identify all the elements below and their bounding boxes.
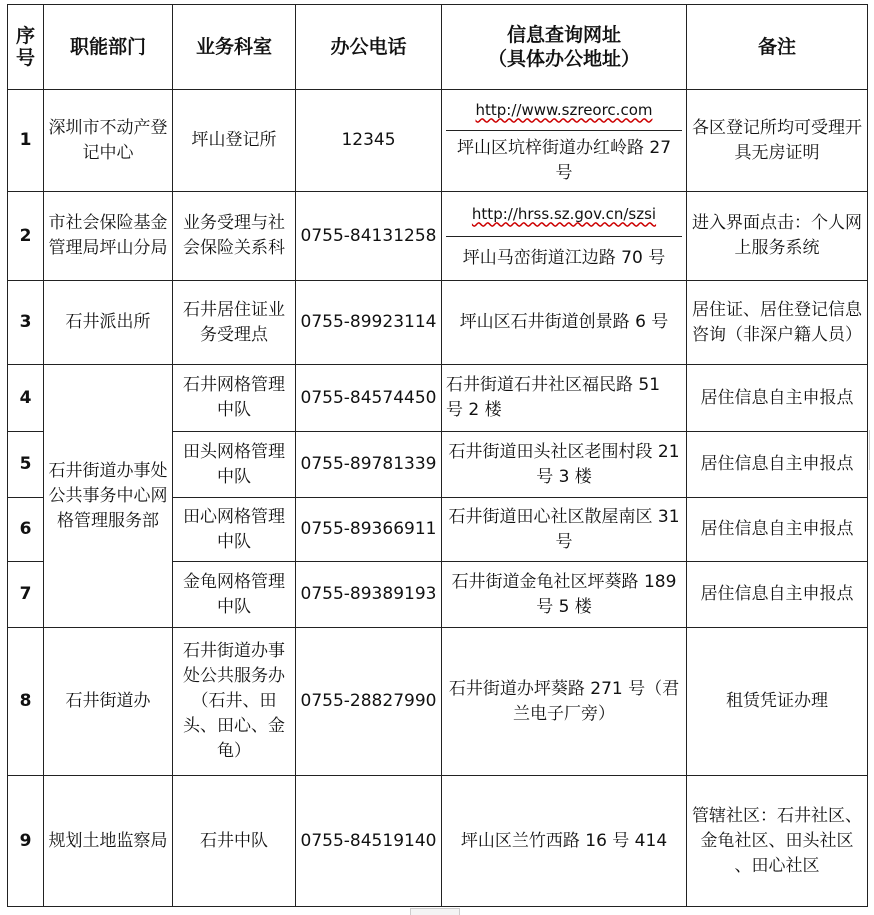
row-phone: 0755-89366911	[296, 498, 442, 562]
row-seq: 6	[8, 498, 44, 562]
row-remark: 居住信息自主申报点	[687, 562, 868, 628]
row-office: 金龟网格管理中队	[173, 562, 296, 628]
row-seq: 7	[8, 562, 44, 628]
table-row	[8, 281, 868, 365]
row-office: 石井街道办事处公共服务办（石井、田头、田心、金龟）	[173, 628, 296, 776]
table-row	[8, 365, 868, 432]
row-address: 坪山区石井街道创景路 6 号	[442, 281, 687, 365]
row-seq: 9	[8, 776, 44, 907]
row-office: 坪山登记所	[173, 90, 296, 192]
table-row	[8, 776, 868, 907]
header-row	[8, 5, 868, 90]
row-address: 石井街道办坪葵路 271 号（君兰电子厂旁）	[442, 628, 687, 776]
row-phone: 0755-84574450	[296, 365, 442, 432]
row-dept-merged: 石井街道办事处公共事务中心网格管理服务部	[44, 365, 173, 628]
row-url-link[interactable]: http://hrss.sz.gov.cn/szsi	[471, 204, 657, 223]
table-row	[8, 192, 868, 281]
row-dept: 深圳市不动产登记中心	[44, 90, 173, 192]
header-dept: 职能部门	[44, 5, 173, 90]
row-seq: 2	[8, 192, 44, 281]
row-address-cell	[442, 192, 687, 281]
row-seq: 8	[8, 628, 44, 776]
table-row	[8, 628, 868, 776]
row-seq: 3	[8, 281, 44, 365]
header-phone: 办公电话	[296, 5, 442, 90]
row-phone: 12345	[296, 90, 442, 192]
row-address: 坪山马峦街道江边路 70 号	[462, 248, 666, 268]
row-dept: 市社会保险基金管理局坪山分局	[44, 192, 173, 281]
side-divider	[869, 430, 874, 470]
row-dept: 石井街道办	[44, 628, 173, 776]
row-remark: 各区登记所均可受理开具无房证明	[687, 90, 868, 192]
row-dept: 规划土地监察局	[44, 776, 173, 907]
row-seq: 4	[8, 365, 44, 432]
row-office: 业务受理与社会保险关系科	[173, 192, 296, 281]
row-address: 坪山区坑梓街道办红岭路 27 号	[456, 138, 672, 183]
row-phone: 0755-89781339	[296, 432, 442, 498]
header-remark: 备注	[687, 5, 868, 90]
header-address-line2: （具体办公地址）	[487, 48, 640, 70]
row-seq: 1	[8, 90, 44, 192]
row-remark: 进入界面点击：个人网上服务系统	[687, 192, 868, 281]
table-row	[8, 90, 868, 192]
row-address: 坪山区兰竹西路 16 号 414	[442, 776, 687, 907]
row-phone: 0755-89389193	[296, 562, 442, 628]
row-address: 石井街道石井社区福民路 51 号 2 楼	[442, 365, 687, 432]
row-remark: 租赁凭证办理	[687, 628, 868, 776]
row-office: 田头网格管理中队	[173, 432, 296, 498]
row-dept: 石井派出所	[44, 281, 173, 365]
row-office: 田心网格管理中队	[173, 498, 296, 562]
row-address-cell	[442, 90, 687, 192]
row-address: 石井街道田头社区老围村段 21 号 3 楼	[442, 432, 687, 498]
row-office: 石井中队	[173, 776, 296, 907]
row-remark: 居住信息自主申报点	[687, 365, 868, 432]
row-office: 石井网格管理中队	[173, 365, 296, 432]
row-url-link[interactable]: http://www.szreorc.com	[475, 100, 653, 119]
row-phone: 0755-84131258	[296, 192, 442, 281]
row-remark: 居住信息自主申报点	[687, 432, 868, 498]
header-office: 业务科室	[173, 5, 296, 90]
header-seq: 序号	[8, 5, 44, 90]
row-address: 石井街道金龟社区坪葵路 189 号 5 楼	[442, 562, 687, 628]
row-phone: 0755-89923114	[296, 281, 442, 365]
row-phone: 0755-84519140	[296, 776, 442, 907]
row-remark: 管辖社区：石井社区、金龟社区、田头社区 、田心社区	[687, 776, 868, 907]
row-remark: 居住信息自主申报点	[687, 498, 868, 562]
row-seq: 5	[8, 432, 44, 498]
header-address-line1: 信息查询网址	[506, 24, 621, 46]
row-office: 石井居住证业务受理点	[173, 281, 296, 365]
row-address: 石井街道田心社区散屋南区 31 号	[442, 498, 687, 562]
row-phone: 0755-28827990	[296, 628, 442, 776]
header-address	[442, 5, 687, 90]
info-table	[7, 4, 868, 907]
row-remark: 居住证、居住登记信息咨询（非深户籍人员）	[687, 281, 868, 365]
